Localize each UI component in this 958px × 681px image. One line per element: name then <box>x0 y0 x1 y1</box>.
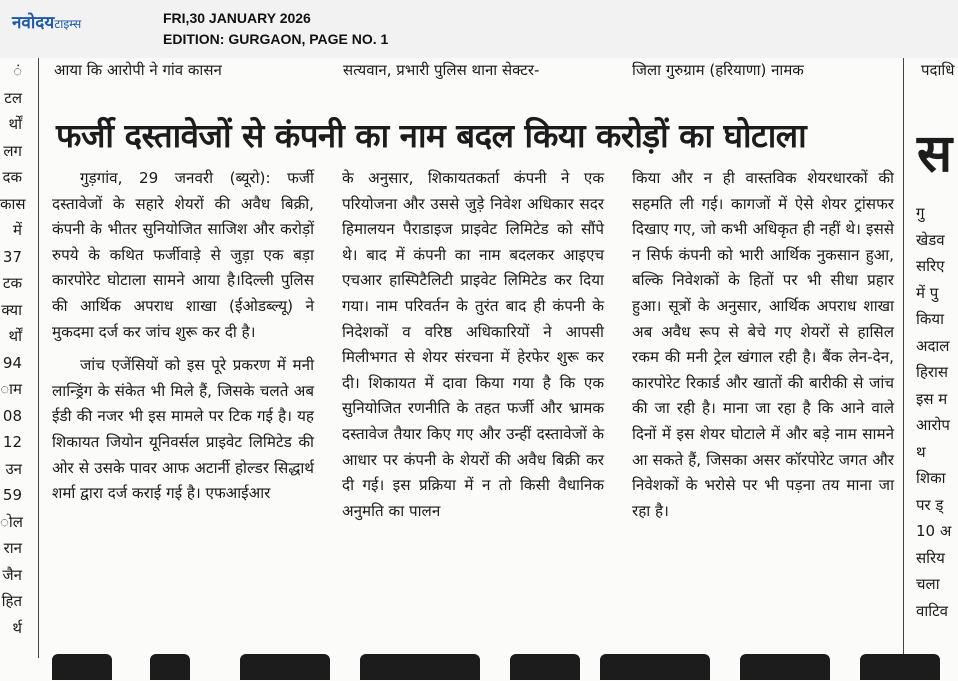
margin-fragment: वाटिव <box>916 601 949 620</box>
margin-fragment: दक <box>2 168 22 186</box>
article-column-2 <box>342 166 604 524</box>
newspaper-page-clip <box>0 58 958 681</box>
margin-fragment: 37 <box>2 247 22 266</box>
adjacent-headline-fragment: स <box>917 124 953 184</box>
margin-fragment: सरिय <box>916 548 945 567</box>
margin-fragment: पर ड् <box>916 495 944 514</box>
margin-fragment: गु <box>916 204 925 222</box>
next-headline-cutoff <box>0 654 958 681</box>
epaper-header-bar <box>0 0 958 59</box>
date-line: FRI,30 JANUARY 2026 <box>163 10 311 26</box>
article-paragraph: किया और न ही वास्तविक शेयरधारकों की सहमति ली गई। कागजों में ऐसे शेयर ट्रांसफर दिखाए गए, जो कभी अधिकृत ही नहीं थे। इससे न सिर्फ कंपनी को भारी आर्थिक नुकसान हुआ, बल्कि निवेशकों के हितों पर भी सीधा प्रहार हुआ। सूत्रों के अनुसार, आर्थिक अपराध शाखा अब अवैध रूप से बेचे गए शेयरों से हासिल रकम की मनी ट्रेल खंगाल रही है। बैंक लेन-देन, कारपोरेट रिकार्ड और खातों की बारीकी से जांच की जा रही है। माना जा रहा है कि आने वाले दिनों में इस शेयर घोटाले में और बड़े नाम सामने आ सकते हैं, जिसका असर कॉरपोरेट जगत और निवेशकों के भरोसे पर भी पड़ना तय माना जा रहा है। <box>632 169 894 520</box>
right-column-fragment <box>916 200 958 624</box>
margin-fragment: 59 <box>2 486 22 504</box>
margin-fragment: टल <box>4 88 22 107</box>
logo-text: नवोदय <box>12 13 55 33</box>
prev-article-line-1: आया कि आरोपी ने गांव कासन <box>54 61 222 79</box>
margin-fragment: र्थों <box>8 115 22 133</box>
margin-fragment: र्थ <box>12 618 22 637</box>
margin-fragment: सरिए <box>916 257 945 275</box>
prev-article-line-4: पदाधि <box>921 61 955 79</box>
margin-fragment: चला <box>916 575 940 593</box>
margin-fragment: जैन <box>2 565 22 584</box>
prev-article-line-3: जिला गुरुग्राम (हरियाणा) नामक <box>632 61 804 79</box>
margin-fragment: 94 <box>2 353 22 372</box>
margin-fragment: शिका <box>916 469 946 487</box>
margin-fragment: इस म <box>916 389 948 408</box>
margin-fragment: 12 <box>2 433 22 451</box>
margin-fragment: आरोप <box>916 416 950 434</box>
prev-article-line-2: सत्यवान, प्रभारी पुलिस थाना सेक्टर- <box>343 61 540 79</box>
edition-line: EDITION: GURGAON, PAGE NO. 1 <box>163 31 389 47</box>
newspaper-logo[interactable] <box>12 10 81 33</box>
column-rule <box>903 58 904 658</box>
margin-fragment: र्थों <box>8 327 22 345</box>
margin-fragment: में <box>13 221 22 239</box>
margin-fragment: ाम <box>0 380 22 398</box>
article-paragraph: जांच एजेंसियों को इस पूरे प्रकरण में मनी लान्ड्रिंग के संकेत भी मिले हैं, जिसके चलते अब ईडी की नजर भी इस मामले पर टिक गई है। यह शिकायत जियोन यूनिवर्सल प्राइवेट लिमिटेड की ओर से उसके पावर आफ अटार्नी होल्डर सिद्धार्थ शर्मा द्वारा दर्ज कराई गई है। एफआईआर <box>52 356 314 503</box>
edition-meta <box>163 8 388 50</box>
margin-fragment: कास <box>0 194 26 213</box>
margin-fragment: टक <box>2 274 22 292</box>
margin-fragment: हित <box>1 592 22 610</box>
article-paragraph: गुड़गांव, 29 जनवरी (ब्यूरो): फर्जी दस्तावेजों के सहारे शेयरों की अवैध बिक्री, कंपनी के भीतर सुनियोजित साजिश और करोड़ों रुपये के कथित फर्जीवाड़े से जुड़ा एक बड़ा कारपोरेट घोटाला सामने आया है।दिल्ली पुलिस की आर्थिक अपराध शाखा (ईओडब्ल्यू) ने मुकदमा दर्ज कर जांच शुरू कर दी है। <box>52 169 314 341</box>
margin-fragment: में पु <box>916 283 939 302</box>
margin-fragment: ं <box>13 62 22 80</box>
margin-fragment: लग <box>3 141 22 160</box>
left-column-fragment <box>0 58 26 681</box>
margin-fragment: थ <box>916 442 926 461</box>
article-paragraph: के अनुसार, शिकायतकर्ता कंपनी ने एक परियोजना और उससे जुड़े निवेश अधिकार सदर हिमालयन पैराडाइज प्राइवेट लिमिटेड को सौंपे थे। बाद में कंपनी का नाम बदलकर आइएच एचआर हास्पिटैलिटी प्राइवेट लिमिटेड कर दिया गया। नाम परिवर्तन के तुरंत बाद ही कंपनी के निदेशकों व वरिष्ठ अधिकारियों ने आपसी मिलीभगत से शेयर संरचना में हेरफेर शुरू कर दी। शिकायत में दावा किया गया है कि एक सुनियोजित रणनीति के तहत फर्जी और भ्रामक दस्तावेज तैयार किए गए और उन्हीं दस्तावेजों के आधार पर कंपनी के शेयरों की अवैध बिक्री कर दी गई। इस प्रक्रिया में न तो किसी वैधानिक अनुमति का पालन <box>342 169 604 520</box>
margin-fragment: खेडव <box>916 230 945 249</box>
margin-fragment: 10 अ <box>916 522 952 540</box>
margin-fragment: किया <box>916 310 944 328</box>
margin-fragment: 08 <box>2 406 22 425</box>
margin-fragment: ोल <box>0 512 23 531</box>
logo-subtext: टाइम्स <box>54 17 82 31</box>
margin-fragment: रान <box>3 539 22 557</box>
article-column-3 <box>632 166 894 524</box>
margin-fragment: हिरास <box>916 363 949 381</box>
column-rule <box>38 58 39 658</box>
article-headline: फर्जी दस्तावेजों से कंपनी का नाम बदल किया करोड़ों का घोटाला <box>56 116 807 155</box>
margin-fragment: उन <box>5 459 22 478</box>
article-column-1 <box>52 166 314 507</box>
margin-fragment: अदाल <box>916 336 950 355</box>
margin-fragment: क्या <box>1 300 22 319</box>
